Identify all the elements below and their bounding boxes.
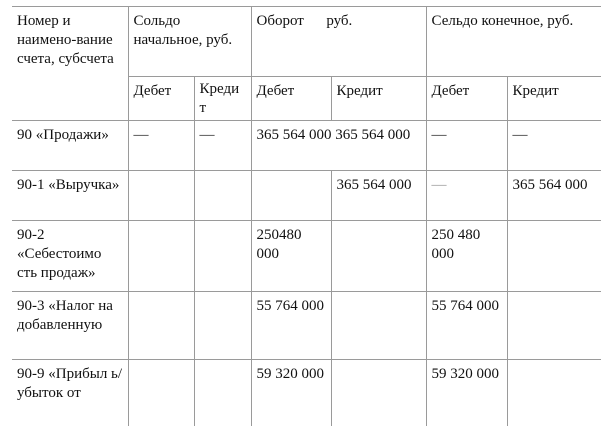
row-turn-debit	[251, 171, 331, 221]
row-open-credit	[194, 221, 251, 292]
row-close-debit: 55 764 000	[426, 292, 507, 360]
row-close-credit	[507, 360, 601, 426]
row-close-credit: 365 564 000	[507, 171, 601, 221]
table-row	[12, 171, 601, 221]
row-open-debit	[128, 221, 194, 292]
row-account: 90 «Продажи»	[12, 121, 128, 171]
table-row	[12, 221, 601, 292]
row-account: 90-1 «Выручка»	[12, 171, 128, 221]
table-row	[12, 292, 601, 360]
row-open-debit	[128, 171, 194, 221]
row-account: 90-3 «Налог на добавленную	[12, 292, 128, 360]
row-turnover-both	[251, 121, 426, 171]
header-row-top	[12, 7, 601, 77]
row-close-credit	[507, 292, 601, 360]
row-close-debit: 59 320 000	[426, 360, 507, 426]
header-opening-debit: Дебет	[128, 77, 194, 121]
header-closing-credit: Кредит	[507, 77, 601, 121]
row-open-credit	[194, 292, 251, 360]
row-open-debit	[128, 360, 194, 426]
table-row	[12, 121, 601, 171]
row-close-credit	[507, 221, 601, 292]
row-open-credit	[194, 171, 251, 221]
row-close-debit: 250 480 000	[426, 221, 507, 292]
row-turn-debit: 59 320 000	[251, 360, 331, 426]
row-account: 90-2 «Себестоимо сть продаж»	[12, 221, 128, 292]
row-close-debit: —	[426, 121, 507, 171]
row-open-credit: —	[194, 121, 251, 171]
header-closing-debit: Дебет	[426, 77, 507, 121]
row-account: 90-9 «Прибыл ь/ убыток от	[12, 360, 128, 426]
row-turn-credit: 365 564 000	[331, 171, 426, 221]
row-turn-debit: 365 564 000	[256, 127, 332, 143]
row-turn-credit	[331, 360, 426, 426]
row-close-credit: —	[507, 121, 601, 171]
row-close-debit: —	[426, 171, 507, 221]
header-turnover-debit: Дебет	[251, 77, 331, 121]
row-turn-debit: 55 764 000	[251, 292, 331, 360]
header-account-name: Номер и наимено-вание счета, субсчета	[12, 7, 128, 121]
row-open-debit: —	[128, 121, 194, 171]
row-turn-credit	[331, 292, 426, 360]
table-row	[12, 360, 601, 426]
header-closing-balance: Сельдо конечное, руб.	[426, 7, 601, 77]
account-balance-table	[12, 6, 601, 426]
row-open-debit	[128, 292, 194, 360]
row-turn-credit	[331, 221, 426, 292]
header-opening-credit: Креди т	[194, 77, 251, 121]
header-turnover: Оборот руб.	[251, 7, 426, 77]
header-turnover-credit: Кредит	[331, 77, 426, 121]
row-turn-credit: 365 564 000	[335, 127, 411, 143]
header-opening-balance: Сольдо начальное, руб.	[128, 7, 251, 77]
row-open-credit	[194, 360, 251, 426]
row-turn-debit: 250480 000	[251, 221, 331, 292]
